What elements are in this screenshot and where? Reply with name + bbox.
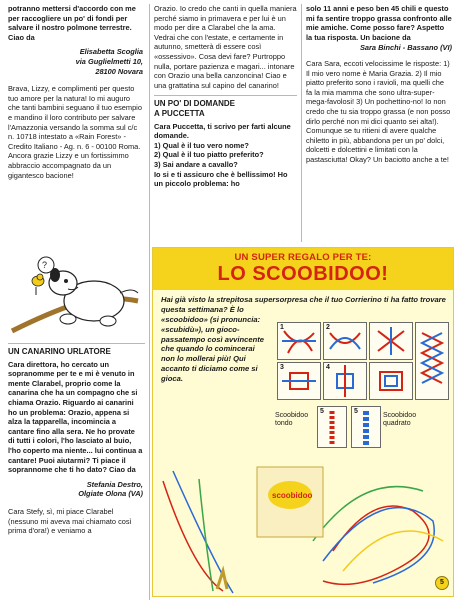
caption-square: Scoobidoo quadrato xyxy=(383,412,417,428)
page-number: 5 xyxy=(435,576,449,590)
letter-sara-intro: Cara Puccetta, ti scrivo per farti alcune domande. xyxy=(154,121,291,141)
letter-sara-continued: solo 11 anni e peso ben 45 chili e questo mi fa sentire troppo grassa confronto alle mie amiche. Come posso fare? Aspetto la tua risposta. Un bacione da xyxy=(306,4,452,42)
column-left xyxy=(8,4,143,185)
svg-text:?: ? xyxy=(42,260,48,270)
reply-to-lizzy: Brava, Lizzy, e complimenti per questo tuo amore per la natura! Io mi auguro che tanti bambini seguano il tuo esempio e mandino il loro contributo per salvare l'Amazzonia versando la somma sul c/c n. 10718 intestato a «Rain Forest» - Credito Italiano - Ag. n. 6 - 00100 Roma. Ancora grazie Lizzy e un fortissimmo abbraccio accompagnato da un gigantesco bacione! xyxy=(8,84,142,180)
promo-body: «scoobidoo» (si pronuncia: «scubidù»), un gioco-passatempo così avvincente che quando lo comincerai non lo mollerai più! Qui accanto ti diciamo come si gioca. xyxy=(161,315,264,383)
signature-name: Elisabetta Scoglia xyxy=(79,47,143,57)
column-divider xyxy=(149,4,150,600)
divider xyxy=(8,343,145,344)
section-heading: UN PO' DI DOMANDE xyxy=(154,99,236,109)
step-number: 1 xyxy=(280,324,284,331)
column-left-lower xyxy=(8,347,143,541)
question: 1) Qual è il tuo vero nome? xyxy=(154,140,249,150)
scoobidoo-photo xyxy=(153,451,453,596)
signature-name: Sara Binchi - Bassano (VI) xyxy=(360,43,452,53)
dog-bird-cartoon xyxy=(8,243,140,339)
promo-title: LO SCOOBIDOO! xyxy=(217,263,389,285)
letter-stefania: Cara direttora, ho cercato un sopranomme per te e mi è venuto in mente Clarabel, proprio come la canarina che ha un compagno che si chiama Orazio. Riguardo ai canarini ho un problema: Orazio, appena si alza la tapparella, incomincia a cantare fino alla sera. Ne ho provate di tutti i colori, l'ho lasciato al buio, l'ho coperto ma niente... lui continua a cantare! Puoi aiutarmi? Ti piace il soprannome che ti ho dato? Ciao da xyxy=(8,359,143,475)
question: 2) Qual è il tuo piatto preferito? xyxy=(154,150,264,160)
knot-step-5-square xyxy=(351,406,381,448)
column-divider xyxy=(301,4,302,242)
knot-diagram xyxy=(416,323,448,399)
knot-step-2 xyxy=(323,322,367,360)
reply-continued: Orazio. Io credo che canti in quella maniera perché siamo in primavera e per lui è un modo per dire a Clarabel che la ama. Vedrai che con l'estate, e certamente in autunno, smetterà di essere così «ossessivo». Cosa devi fare? Purtroppo nulla, portare pazienza e magari... intonare con Orazio una bella canzoncina! Ciao e una grattatina sul capino del canarino! xyxy=(154,4,297,90)
knot-diagram xyxy=(370,323,412,359)
scoobidoo-promo xyxy=(152,247,454,597)
step-number: 2 xyxy=(326,324,330,331)
knot-step-1 xyxy=(277,322,321,360)
step-number: 5 xyxy=(354,408,358,415)
knot-diagram xyxy=(278,363,320,399)
question: 3) Sai andare a cavallo? xyxy=(154,159,238,169)
letter-elisabetta-end: potranno mettersi d'accordo con me per raccogliere un po' di fondi per salvare il nostro polmone terrestre. Ciao da xyxy=(8,4,136,42)
signature-address: via Guglielmetti 10, xyxy=(75,56,143,66)
knot-step-4 xyxy=(323,362,367,400)
step-number: 4 xyxy=(326,364,330,371)
signature-city: 28100 Novara xyxy=(95,66,143,76)
knot-diagram xyxy=(324,363,366,399)
column-middle xyxy=(154,4,297,189)
knot-step-4b xyxy=(369,362,413,400)
step-number: 5 xyxy=(320,408,324,415)
letter-sara-text: Io si e ti assicuro che è bellissimo! Ho un piccolo problema: ho xyxy=(154,169,288,189)
knot-step-5 xyxy=(415,322,449,400)
signature-city: Olgiate Olona (VA) xyxy=(78,489,143,499)
knot-diagram xyxy=(324,323,366,359)
section-heading: A PUCCETTA xyxy=(154,108,205,118)
knot-step-3b xyxy=(369,322,413,360)
reply-to-stefania: Cara Stefy, sì, mi piace Clarabel (nessuno mi aveva mai chiamato così prima d'ora!) e veniamo a xyxy=(8,506,132,536)
column-right xyxy=(306,4,452,170)
caption-round: Scoobidoo tondo xyxy=(275,412,309,428)
step-number: 3 xyxy=(280,364,284,371)
promo-intro: Hai già visto la strepitosa supersorpresa che il tuo Corrierino ti ha fatto trovare questa settimana? È lo xyxy=(161,295,446,314)
promo-subtitle: UN SUPER REGALO PER TE: xyxy=(234,252,372,263)
knot-step-5-round xyxy=(317,406,347,448)
package-label: scoobidoo xyxy=(272,491,313,500)
knot-step-3 xyxy=(277,362,321,400)
section-heading: UN CANARINO URLATORE xyxy=(8,347,111,356)
signature-name: Stefania Destro, xyxy=(86,479,143,489)
knot-diagram xyxy=(370,363,412,399)
reply-to-sara: Cara Sara, eccoti velocissime le risposte: 1) Il mio vero nome è Maria Grazia. 2) Il mio piatto preferito sono i ravioli, ma quelli che fa la mia mamma che sono ultra-super-mega-favolosi! 3) Un pochettino-no! Io non credo che tu sia troppo grassa (e non posso dirlo perché non mi dici quanto sei alta!). Comunque se tu ritieni di avere qualche chiletto in più, abbandona per un po' dolci, dolcetti e dolcettini e limitati con la pastasciutta! Okay? Un baciotto anche a te! xyxy=(306,58,451,164)
knot-diagram xyxy=(278,323,320,359)
